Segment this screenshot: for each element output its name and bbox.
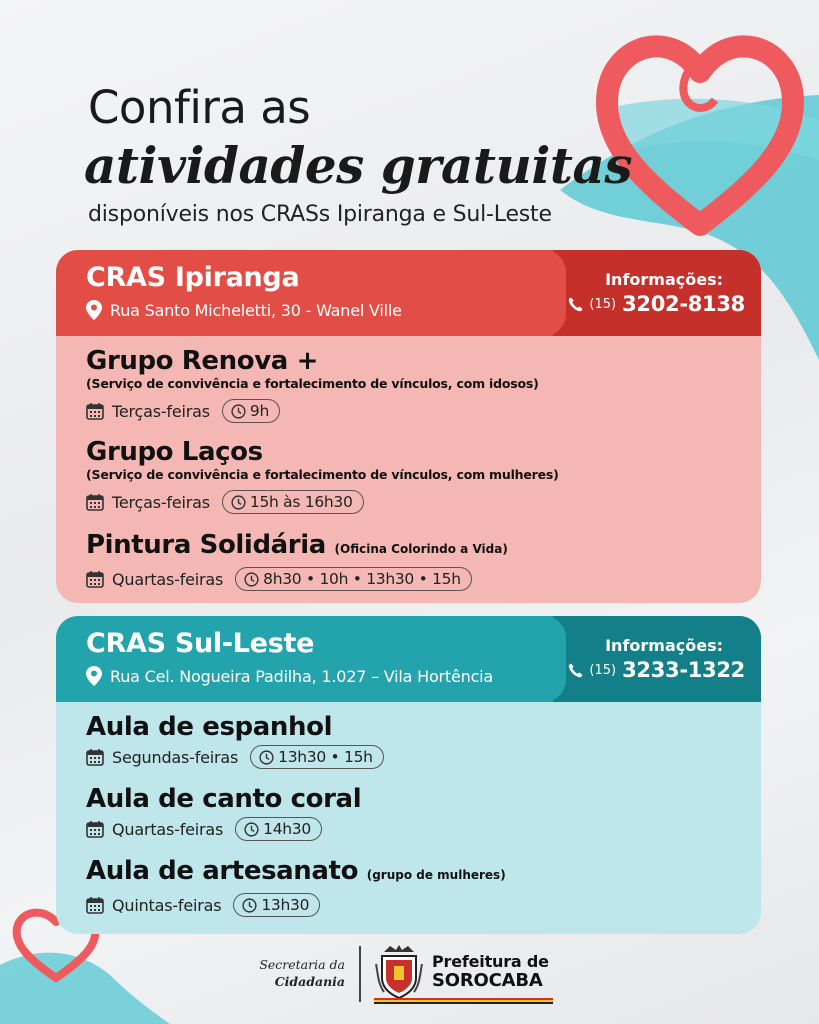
activity-time: 13h30 • 15h <box>278 748 373 766</box>
info-label: Informações: <box>605 270 723 289</box>
activity-title: Aula de espanhol <box>86 712 333 742</box>
activity-day: Quartas-feiras <box>112 569 224 589</box>
activity-schedule <box>86 566 508 592</box>
activity-day: Terças-feiras <box>112 401 210 421</box>
calendar-icon <box>86 493 104 511</box>
calendar-icon <box>86 896 104 914</box>
flag-stripe <box>374 998 553 1004</box>
location-pin-icon <box>86 300 102 320</box>
activity-time: 13h30 <box>261 896 310 914</box>
prefeitura-line1: Prefeitura de <box>432 952 549 971</box>
activity-schedule <box>86 892 506 918</box>
clock-icon <box>231 495 246 510</box>
activity-time: 14h30 <box>263 820 311 838</box>
info-phone[interactable] <box>568 658 745 682</box>
activity-schedule <box>86 398 539 424</box>
activity-title-row <box>86 530 508 564</box>
activity-item <box>86 712 384 770</box>
activity-item <box>86 856 506 918</box>
cras-name: CRAS Sul-Leste <box>86 628 315 659</box>
activity-title: Aula de artesanato <box>86 856 359 886</box>
calendar-icon <box>86 570 104 588</box>
phone-ddd: (15) <box>589 296 617 312</box>
cras-ipiranga-header <box>56 250 761 336</box>
footer-divider <box>359 946 361 1002</box>
activity-subtitle: (Oficina Colorindo a Vida) <box>334 542 508 556</box>
secretaria-line1: Secretaria da <box>259 957 345 972</box>
cras-name: CRAS Ipiranga <box>86 262 300 293</box>
activity-time: 15h às 16h30 <box>249 493 353 511</box>
activity-schedule <box>86 489 559 515</box>
calendar-icon <box>86 402 104 420</box>
activity-description: (Serviço de convivência e fortalecimento de vínculos, com idosos) <box>86 376 539 391</box>
activity-day: Terças-feiras <box>112 492 210 512</box>
cras-address-text: Rua Santo Micheletti, 30 - Wanel Ville <box>110 300 402 320</box>
headline-line2: atividades gratuitas <box>84 136 633 195</box>
activity-subtitle: (grupo de mulheres) <box>366 868 506 882</box>
clock-icon <box>244 822 259 837</box>
header-cap <box>526 616 566 702</box>
activity-title: Aula de canto coral <box>86 784 362 814</box>
cras-address-text: Rua Cel. Nogueira Padilha, 1.027 – Vila Hortência <box>110 666 494 686</box>
cras-address <box>86 666 493 686</box>
activity-item <box>86 437 559 515</box>
activity-time-pill <box>250 745 384 769</box>
phone-number: 3233-1322 <box>622 658 745 682</box>
phone-icon <box>568 663 583 678</box>
activity-item <box>86 346 539 424</box>
calendar-icon <box>86 820 104 838</box>
phone-number: 3202-8138 <box>622 292 745 316</box>
activity-description: (Serviço de convivência e fortalecimento de vínculos, com mulheres) <box>86 467 559 482</box>
headline-line3: disponíveis nos CRASs Ipiranga e Sul-Leste <box>88 202 552 227</box>
cras-sul-leste-card <box>56 616 761 934</box>
activity-time: 8h30 • 10h • 13h30 • 15h <box>263 570 461 588</box>
activity-day: Quartas-feiras <box>112 819 224 839</box>
clock-icon <box>244 572 259 587</box>
cras-address <box>86 300 402 320</box>
activity-schedule <box>86 744 384 770</box>
activity-day: Quintas-feiras <box>112 895 222 915</box>
activity-title: Pintura Solidária <box>86 530 326 560</box>
secretaria-line2: Cidadania <box>274 974 345 989</box>
location-pin-icon <box>86 666 102 686</box>
prefeitura-logo <box>432 952 549 990</box>
prefeitura-line2: SOROCABA <box>432 970 543 991</box>
cras-ipiranga-card <box>56 250 761 603</box>
clock-icon <box>259 750 274 765</box>
activity-schedule <box>86 816 361 842</box>
activity-time-pill <box>235 567 472 591</box>
activity-title-row <box>86 856 506 890</box>
info-phone[interactable] <box>568 292 745 316</box>
headline-line1: Confira as <box>88 81 311 134</box>
header-cap <box>526 250 566 336</box>
activity-item <box>86 784 361 842</box>
cras-sul-leste-header <box>56 616 761 702</box>
activity-day: Segundas-feiras <box>112 747 239 767</box>
activity-time-pill <box>233 893 320 917</box>
phone-icon <box>568 297 583 312</box>
activity-item <box>86 530 508 592</box>
activity-time-pill <box>222 399 280 423</box>
clock-icon <box>231 404 246 419</box>
activity-title: Grupo Laços <box>86 437 263 467</box>
activity-time-pill <box>222 490 364 514</box>
coat-of-arms-icon <box>374 944 424 1000</box>
clock-icon <box>242 898 257 913</box>
activity-title: Grupo Renova + <box>86 346 318 376</box>
activity-time-pill <box>235 817 322 841</box>
headline <box>84 81 708 230</box>
secretaria-logo <box>250 956 345 990</box>
phone-ddd: (15) <box>589 662 617 678</box>
info-label: Informações: <box>605 636 723 655</box>
calendar-icon <box>86 748 104 766</box>
activity-time: 9h <box>249 402 269 420</box>
